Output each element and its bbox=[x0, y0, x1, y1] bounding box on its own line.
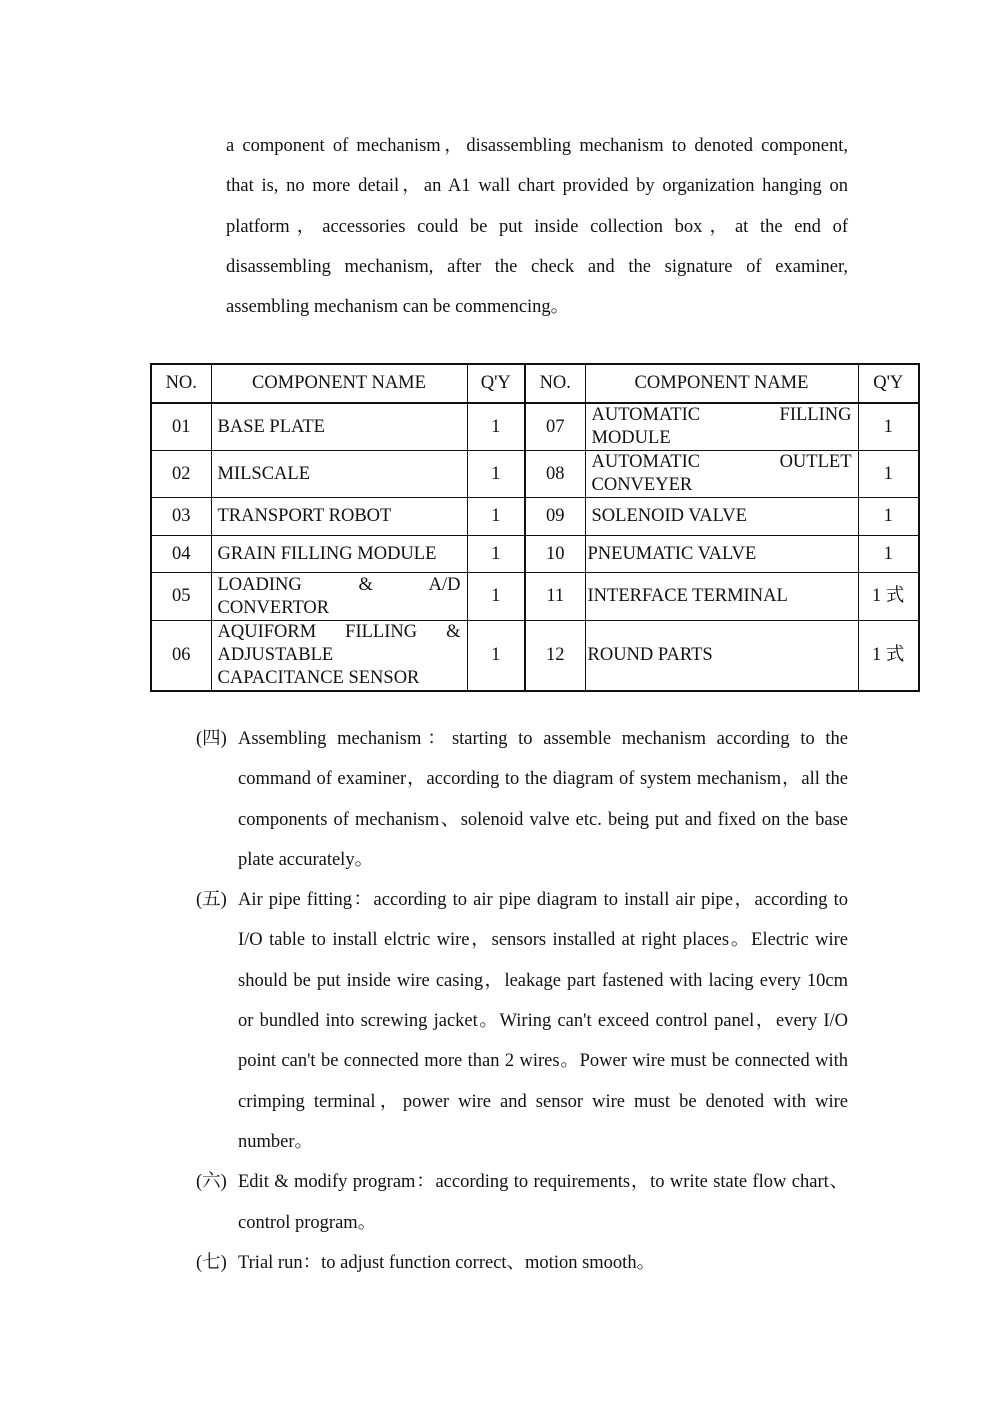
cell-no: 03 bbox=[151, 498, 211, 536]
cell-component-name: PNEUMATIC VALVE bbox=[585, 536, 858, 573]
table-header-row bbox=[151, 364, 919, 403]
header-no: NO. bbox=[151, 364, 211, 403]
intro-text-block bbox=[226, 126, 848, 327]
cell-qty: 1 式 bbox=[858, 573, 919, 621]
cell-qty: 1 bbox=[467, 621, 525, 692]
cell-no: 08 bbox=[525, 451, 585, 498]
step-text: Assembling mechanism：starting to assemble mechanism according to the command of examiner，according to the diagram of system mechanism，all the components of mechanism、solenoid valve etc. being put and fixed on the base plate accurately。 bbox=[238, 729, 848, 870]
step-item bbox=[196, 1162, 848, 1243]
cell-qty: 1 bbox=[467, 451, 525, 498]
step-number: (五) bbox=[196, 890, 227, 911]
table-row bbox=[151, 573, 919, 621]
cell-qty: 1 bbox=[858, 403, 919, 451]
cell-component-name: INTERFACE TERMINAL bbox=[585, 573, 858, 621]
cell-no: 06 bbox=[151, 621, 211, 692]
header-component-name: COMPONENT NAME bbox=[585, 364, 858, 403]
step-item bbox=[196, 719, 848, 880]
step-number: (七) bbox=[196, 1252, 227, 1273]
table-row bbox=[151, 621, 919, 692]
step-item bbox=[196, 1243, 848, 1283]
cell-qty: 1 bbox=[467, 573, 525, 621]
header-qty: Q'Y bbox=[467, 364, 525, 403]
table-row bbox=[151, 451, 919, 498]
cell-no: 12 bbox=[525, 621, 585, 692]
cell-no: 02 bbox=[151, 451, 211, 498]
cell-qty: 1 bbox=[858, 498, 919, 536]
step-number: (六) bbox=[196, 1172, 227, 1193]
header-component-name: COMPONENT NAME bbox=[211, 364, 467, 403]
cell-component-name: AQUIFORM FILLING & ADJUSTABLE CAPACITANCE SENSOR bbox=[211, 621, 467, 692]
step-number: (四) bbox=[196, 729, 227, 749]
cell-component-name: SOLENOID VALVE bbox=[585, 498, 858, 536]
cell-component-name: LOADING & A/D CONVERTOR bbox=[211, 573, 467, 621]
table-row bbox=[151, 498, 919, 536]
cell-qty: 1 bbox=[858, 536, 919, 573]
cell-qty: 1 bbox=[858, 451, 919, 498]
cell-no: 09 bbox=[525, 498, 585, 536]
step-text: Air pipe fitting：according to air pipe diagram to install air pipe，according to I/O table to install elctric wire，sensors installed at right places。Electric wire should be put inside wire casing，leakage part fastened with lacing every 10cm or bundled into screwing jacket。Wiring can't exceed control panel，every I/O point can't be connected more than 2 wires。Power wire must be connected with crimping terminal，power wire and sensor wire must be denoted with wire number。 bbox=[238, 890, 848, 1152]
cell-component-name: AUTOMATIC OUTLET CONVEYER bbox=[585, 451, 858, 498]
cell-no: 05 bbox=[151, 573, 211, 621]
header-qty: Q'Y bbox=[858, 364, 919, 403]
cell-component-name: ROUND PARTS bbox=[585, 621, 858, 692]
table-row bbox=[151, 403, 919, 451]
step-text: Edit & modify program：according to requirements，to write state flow chart、control program。 bbox=[238, 1172, 848, 1233]
cell-no: 04 bbox=[151, 536, 211, 573]
cell-component-name: AUTOMATIC FILLING MODULE bbox=[585, 403, 858, 451]
cell-component-name: MILSCALE bbox=[211, 451, 467, 498]
header-no: NO. bbox=[525, 364, 585, 403]
table-row bbox=[151, 536, 919, 573]
cell-no: 07 bbox=[525, 403, 585, 451]
cell-qty: 1 bbox=[467, 498, 525, 536]
cell-component-name: TRANSPORT ROBOT bbox=[211, 498, 467, 536]
step-text: Trial run：to adjust function correct、motion smooth。 bbox=[238, 1252, 656, 1273]
cell-no: 10 bbox=[525, 536, 585, 573]
cell-no: 11 bbox=[525, 573, 585, 621]
component-table bbox=[150, 363, 920, 692]
step-item bbox=[196, 880, 848, 1162]
cell-qty: 1 式 bbox=[858, 621, 919, 692]
cell-qty: 1 bbox=[467, 403, 525, 451]
cell-no: 01 bbox=[151, 403, 211, 451]
cell-qty: 1 bbox=[467, 536, 525, 573]
cell-component-name: GRAIN FILLING MODULE bbox=[211, 536, 467, 573]
cell-component-name: BASE PLATE bbox=[211, 403, 467, 451]
intro-paragraph: a component of mechanism，disassembling mechanism to denoted component, that is, no more detail，an A1 wall chart provided by organization hanging on platform，accessories could be put inside collection box，at the end of disassembling mechanism, after the check and the signature of examiner, assembling mechanism can be commencing。 bbox=[226, 136, 848, 318]
steps-list bbox=[196, 719, 848, 1283]
